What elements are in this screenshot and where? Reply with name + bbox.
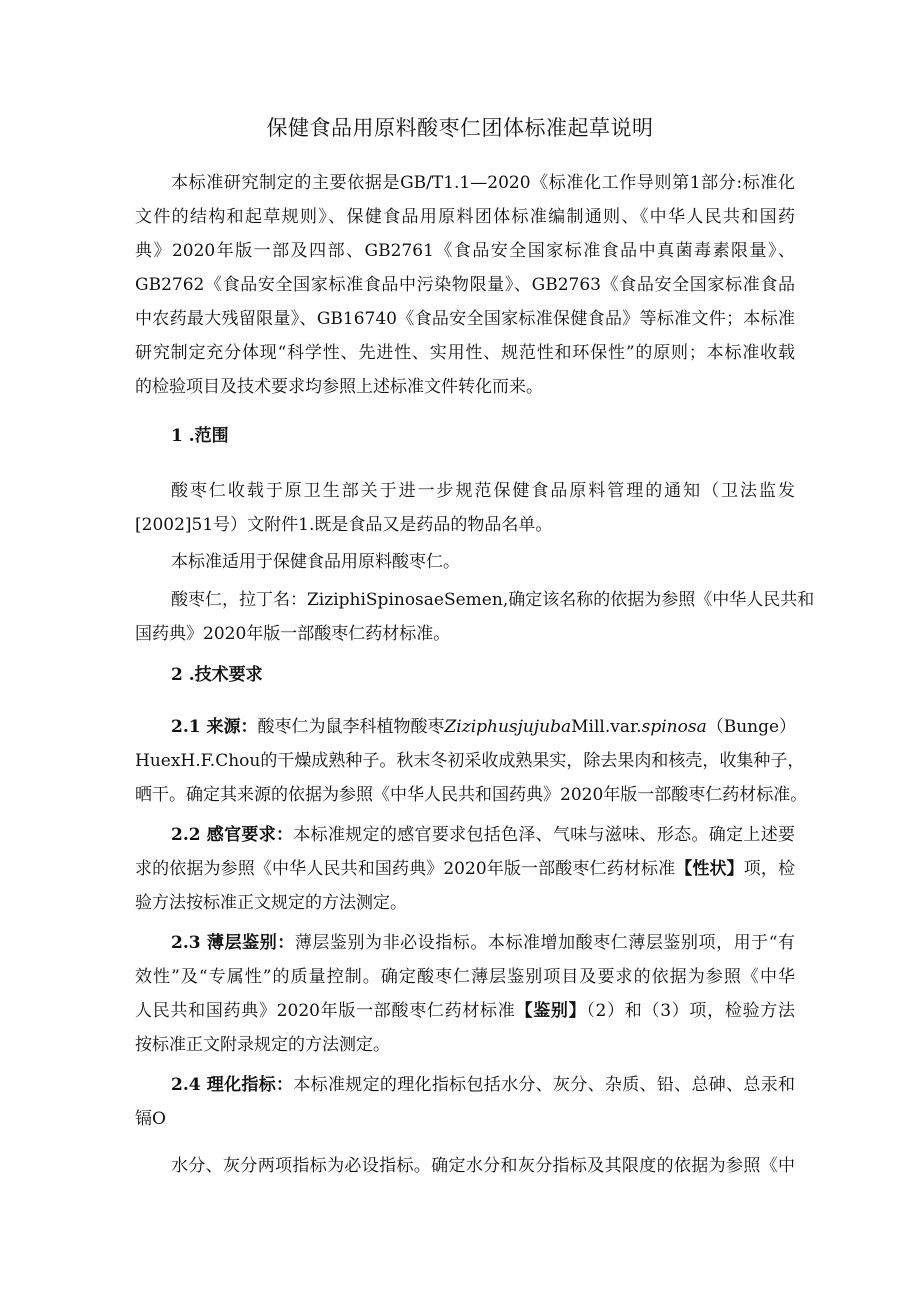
paragraph-line: 镉O (135, 1109, 166, 1129)
intro-line: 研究制定充分体现“科学性、先进性、实用性、规范性和环保性”的原则；本标准收载 (135, 343, 795, 363)
paragraph-line: 本标准适用于保健食品用原料酸枣仁。 (171, 552, 460, 572)
paragraph-line (135, 1000, 795, 1022)
intro-line: 文件的结构和起草规则》、保健食品用原料团体标准编制通则、《中华人民共和国药 (135, 207, 795, 227)
paragraph-line: 水分、灰分两项指标为必设指标。确定水分和灰分指标及其限度的依据为参照《中 (171, 1156, 795, 1176)
paragraph-line: [2002]51号）文附件1.既是食品又是药品的物品名单。 (135, 515, 553, 535)
clause-label: 2.2 感官要求： (171, 825, 294, 845)
clause-text: 人民共和国药典》2020年版一部酸枣仁药材标准 (135, 1001, 516, 1021)
clause-text: Mill.var. (571, 717, 642, 737)
clause-text: （Bunge） (706, 717, 797, 737)
document-title: 保健食品用原料酸枣仁团体标准起草说明 (266, 116, 654, 140)
clause-label: 2.4 理化指标： (171, 1075, 294, 1095)
clause-text: 酸枣仁为鼠李科植物酸枣 (257, 717, 445, 737)
intro-line: GB2762《食品安全国家标准食品中污染物限量》、GB2763《食品安全国家标准食品 (135, 275, 795, 295)
paragraph-line: 晒干。确定其来源的依据为参照《中华人民共和国药典》2020年版一部酸枣仁药材标准。 (135, 785, 808, 805)
bracket-term: 【鉴别】 (515, 1001, 587, 1021)
intro-line: 的检验项目及技术要求均参照上述标准文件转化而来。 (135, 377, 543, 397)
latin-name: Ziziphusjujuba (444, 717, 572, 737)
clause-text: 本标准规定的感官要求包括色泽、气味与滋味、形态。确定上述要 (293, 825, 796, 845)
clause-label: 2.3 薄层鉴别： (171, 933, 295, 953)
intro-line: 本标准研究制定的主要依据是GB/T1.1—2020《标准化工作导则第1部分:标准化 (171, 173, 795, 193)
section-heading-scope: 1 .范围 (171, 426, 229, 446)
clause-2-3-line (171, 932, 795, 954)
paragraph-line: 酸枣仁，拉丁名：ZiziphiSpinosaeSemen,确定该名称的依据为参照《中华人民共和 (171, 590, 815, 610)
clause-2-4-line (171, 1074, 795, 1096)
paragraph-line: 按标准正文附录规定的方法测定。 (135, 1035, 390, 1055)
clause-text: 求的依据为参照《中华人民共和国药典》2020年版一部酸枣仁药材标准 (135, 859, 676, 879)
section-heading-tech: 2 .技术要求 (171, 665, 263, 685)
paragraph-line: HuexH.F.Chou的干燥成熟种子。秋末冬初采收成熟果实，除去果肉和核壳，收集种子， (135, 751, 805, 771)
paragraph-line: 酸枣仁收载于原卫生部关于进一步规范保健食品原料管理的通知（卫法监发 (171, 481, 795, 501)
paragraph-line: 效性”及“专属性”的质量控制。确定酸枣仁薄层鉴别项目及要求的依据为参照《中华 (135, 967, 795, 987)
clause-text: 薄层鉴别为非必设指标。本标准增加酸枣仁薄层鉴别项，用于“有 (294, 933, 795, 953)
clause-text: （2）和（3）项，检验方法 (586, 1001, 795, 1021)
clause-2-2-line (171, 824, 795, 846)
clause-text: 项，检 (743, 859, 796, 879)
clause-text: 本标准规定的理化指标包括水分、灰分、杂质、铅、总砷、总汞和 (293, 1075, 796, 1095)
clause-label: 2.1 来源： (171, 717, 258, 737)
intro-line: 典》2020年版一部及四部、GB2761《食品安全国家标准食品中真菌毒素限量》、 (135, 241, 795, 261)
paragraph-line: 国药典》2020年版一部酸枣仁药材标准。 (135, 624, 451, 644)
paragraph-line: 验方法按标准正文规定的方法测定。 (135, 893, 407, 913)
paragraph-line (135, 858, 795, 880)
bracket-term: 【性状】 (675, 859, 744, 879)
latin-name: spinosa (641, 717, 707, 737)
clause-2-1-line (171, 716, 795, 738)
intro-line: 中农药最大残留限量》、GB16740《食品安全国家标准保健食品》等标准文件；本标准 (135, 309, 795, 329)
